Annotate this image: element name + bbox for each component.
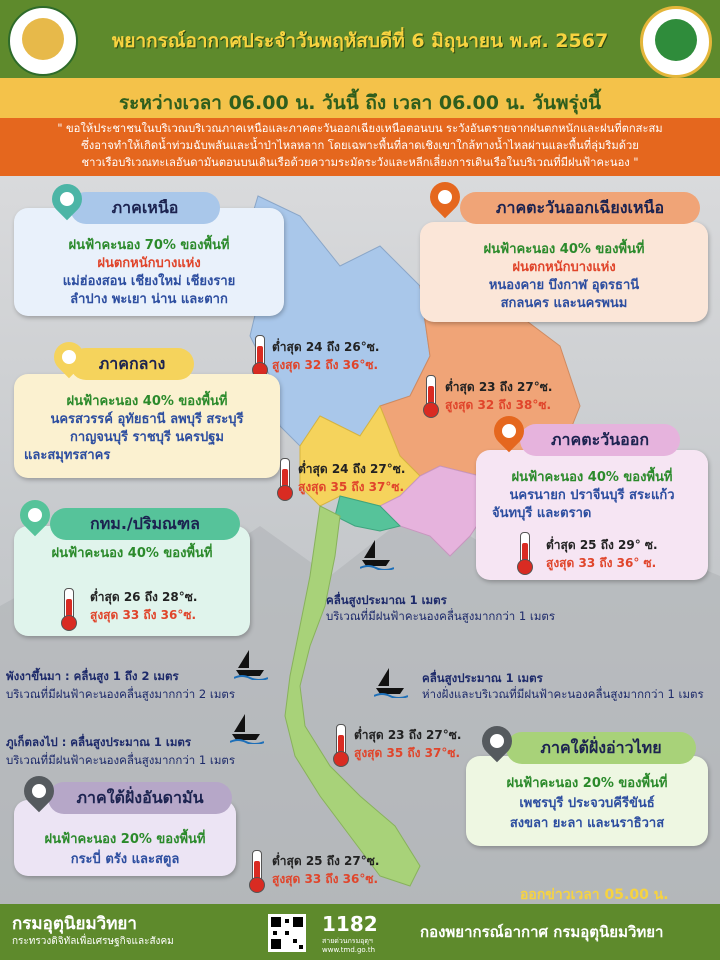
northeast-area-1: หนองคาย บึงกาฬ อุดรธานี — [488, 278, 640, 293]
hotline-number: 1182 — [322, 912, 378, 936]
northeast-temp-max: สูงสุด 32 ถึง 38°ซ. — [445, 398, 552, 412]
issue-time: ออกข่าวเวลา 05.00 น. — [520, 887, 669, 903]
east-area-2: จันทบุรี และตราด — [492, 506, 592, 521]
wave-gulf-lower-title: คลื่นสูงประมาณ 1 เมตร — [422, 671, 543, 685]
central-temp-max: สูงสุด 35 ถึง 37°ซ. — [298, 480, 405, 494]
northeast-title: ภาคตะวันออกเฉียงเหนือ — [460, 192, 700, 224]
central-area-3: และสมุทรสาคร — [24, 448, 111, 463]
boat-icon — [360, 538, 394, 570]
hotline-label: สายด่วนกรมอุตุฯ — [322, 937, 373, 945]
north-area-2: ลำปาง พะเยา น่าน และตาก — [70, 292, 228, 307]
north-temp-max: สูงสุด 32 ถึง 36°ซ. — [272, 358, 379, 372]
qr-code-icon[interactable] — [268, 914, 306, 952]
east-card — [476, 450, 708, 580]
south-gulf-temp-min: ต่ำสุด 23 ถึง 27°ซ. — [354, 728, 462, 742]
south-gulf-area-2: สงขลา ยะลา และนราธิวาส — [509, 816, 665, 831]
south-gulf-temp-max: สูงสุด 35 ถึง 37°ซ. — [354, 746, 461, 760]
thermometer-icon — [255, 335, 265, 371]
north-rain: ฝนฟ้าคะนอง 70% ของพื้นที่ — [68, 238, 230, 253]
thermometer-icon — [426, 375, 436, 411]
thermometer-icon — [252, 850, 262, 886]
bangkok-temp-min: ต่ำสุด 26 ถึง 28°ซ. — [90, 590, 198, 604]
boat-icon — [374, 666, 408, 698]
tmd-logo — [640, 6, 712, 78]
northeast-area-2: สกลนคร และนครพนม — [500, 296, 628, 311]
boat-icon — [234, 648, 268, 680]
south-gulf-card — [466, 756, 708, 846]
ministry-logo — [8, 6, 78, 76]
wave-andaman-lower-detail: บริเวณที่มีฝนฟ้าคะนองคลื่นสูงมากกว่า 1 เมตร — [6, 753, 236, 767]
south-andaman-temp-max: สูงสุด 33 ถึง 36°ซ. — [272, 872, 379, 886]
north-title: ภาคเหนือ — [70, 192, 220, 224]
thermometer-icon — [280, 458, 290, 494]
south-gulf-title: ภาคใต้ฝั่งอ่าวไทย — [506, 732, 696, 764]
central-card — [14, 374, 280, 478]
bangkok-temp-max: สูงสุด 33 ถึง 36°ซ. — [90, 608, 197, 622]
thermometer-icon — [64, 588, 74, 624]
warning-line-1: " ขอให้ประชาชนในบริเวณบริเวณภาคเหนือและภาคตะวันออกเฉียงเหนือตอนบน ระวังอันตรายจากฝนตกหนักและฝนที่ตกสะสม — [57, 122, 663, 135]
warning-line-2: ซึ่งอาจทำให้เกิดน้ำท่วมฉับพลันและน้ำป่าไหลหลาก โดยเฉพาะพื้นที่ลาดเชิงเขาใกล้ทางน้ำไหลผ่านและพื้นที่ลุ่มริมด้วย — [81, 139, 639, 152]
east-title: ภาคตะวันออก — [520, 424, 680, 456]
south-gulf-rain: ฝนฟ้าคะนอง 20% ของพื้นที่ — [506, 776, 668, 791]
central-rain: ฝนฟ้าคะนอง 40% ของพื้นที่ — [66, 394, 228, 409]
central-title: ภาคกลาง — [70, 348, 194, 380]
boat-icon — [230, 712, 264, 744]
central-area-2: กาญจนบุรี ราชบุรี นครปฐม — [70, 430, 224, 445]
east-area-1: นครนายก ปราจีนบุรี สระแก้ว — [509, 488, 675, 503]
thermometer-icon — [336, 724, 346, 760]
south-andaman-temp-min: ต่ำสุด 25 ถึง 27°ซ. — [272, 854, 380, 868]
north-area-1: แม่ฮ่องสอน เชียงใหม่ เชียงราย — [62, 274, 236, 289]
wave-andaman-lower-title: ภูเก็ตลงไป : คลื่นสูงประมาณ 1 เมตร — [6, 735, 192, 749]
ministry-name: กระทรวงดิจิทัลเพื่อเศรษฐกิจและสังคม — [12, 936, 174, 947]
wave-gulf-lower-detail: ห่างฝั่งและบริเวณที่มีฝนฟ้าคะนองคลื่นสูงมากกว่า 1 เมตร — [422, 687, 704, 701]
wave-gulf-upper-title: คลื่นสูงประมาณ 1 เมตร — [326, 593, 447, 607]
forecast-division: กองพยากรณ์อากาศ กรมอุตุนิยมวิทยา — [420, 923, 664, 941]
bangkok-rain: ฝนฟ้าคะนอง 40% ของพื้นที่ — [51, 546, 213, 561]
northeast-temp-min: ต่ำสุด 23 ถึง 27°ซ. — [445, 380, 553, 394]
north-heavy: ฝนตกหนักบางแห่ง — [97, 256, 201, 271]
north-card — [14, 208, 284, 316]
website-link[interactable]: www.tmd.go.th — [322, 946, 375, 954]
wave-andaman-upper-title: พังงาขึ้นมา : คลื่นสูง 1 ถึง 2 เมตร — [6, 669, 179, 683]
south-gulf-area-1: เพชรบุรี ประจวบคีรีขันธ์ — [519, 796, 655, 811]
central-area-1: นครสวรรค์ อุทัยธานี ลพบุรี สระบุรี — [50, 412, 244, 427]
thermometer-icon — [520, 532, 530, 568]
wave-andaman-upper-detail: บริเวณที่มีฝนฟ้าคะนองคลื่นสูงมากกว่า 2 เมตร — [6, 687, 236, 701]
northeast-rain: ฝนฟ้าคะนอง 40% ของพื้นที่ — [483, 242, 645, 257]
east-rain: ฝนฟ้าคะนอง 40% ของพื้นที่ — [511, 470, 673, 485]
central-temp-min: ต่ำสุด 24 ถึง 27°ซ. — [298, 462, 406, 476]
northeast-heavy: ฝนตกหนักบางแห่ง — [512, 260, 616, 275]
wave-gulf-upper-detail: บริเวณที่มีฝนฟ้าคะนองคลื่นสูงมากกว่า 1 เมตร — [326, 609, 556, 623]
forecast-period: ระหว่างเวลา 06.00 น. วันนี้ ถึง เวลา 06.00 น. วันพรุ่งนี้ — [118, 92, 602, 114]
east-temp-max: สูงสุด 33 ถึง 36° ซ. — [546, 556, 657, 570]
bangkok-card — [14, 526, 250, 636]
south-andaman-rain: ฝนฟ้าคะนอง 20% ของพื้นที่ — [44, 832, 206, 847]
north-temp-min: ต่ำสุด 24 ถึง 26°ซ. — [272, 340, 380, 354]
south-andaman-title: ภาคใต้ฝั่งอันดามัน — [48, 782, 232, 814]
bangkok-title: กทม./ปริมณฑล — [50, 508, 240, 540]
department-name: กรมอุตุนิยมวิทยา — [12, 914, 137, 934]
warning-line-3: ชาวเรือบริเวณทะเลอันดามันตอนบนเดินเรือด้วยความระมัดระวังและหลีกเลี่ยงการเดินเรือในบริเวณที่มีฝนฟ้าคะนอง " — [81, 156, 639, 169]
east-temp-min: ต่ำสุด 25 ถึง 29° ซ. — [546, 538, 658, 552]
northeast-card — [420, 222, 708, 322]
page-title: พยากรณ์อากาศประจำวันพฤหัสบดีที่ 6 มิถุนายน พ.ศ. 2567 — [111, 30, 609, 52]
south-andaman-area: กระบี่ ตรัง และสตูล — [70, 852, 180, 867]
